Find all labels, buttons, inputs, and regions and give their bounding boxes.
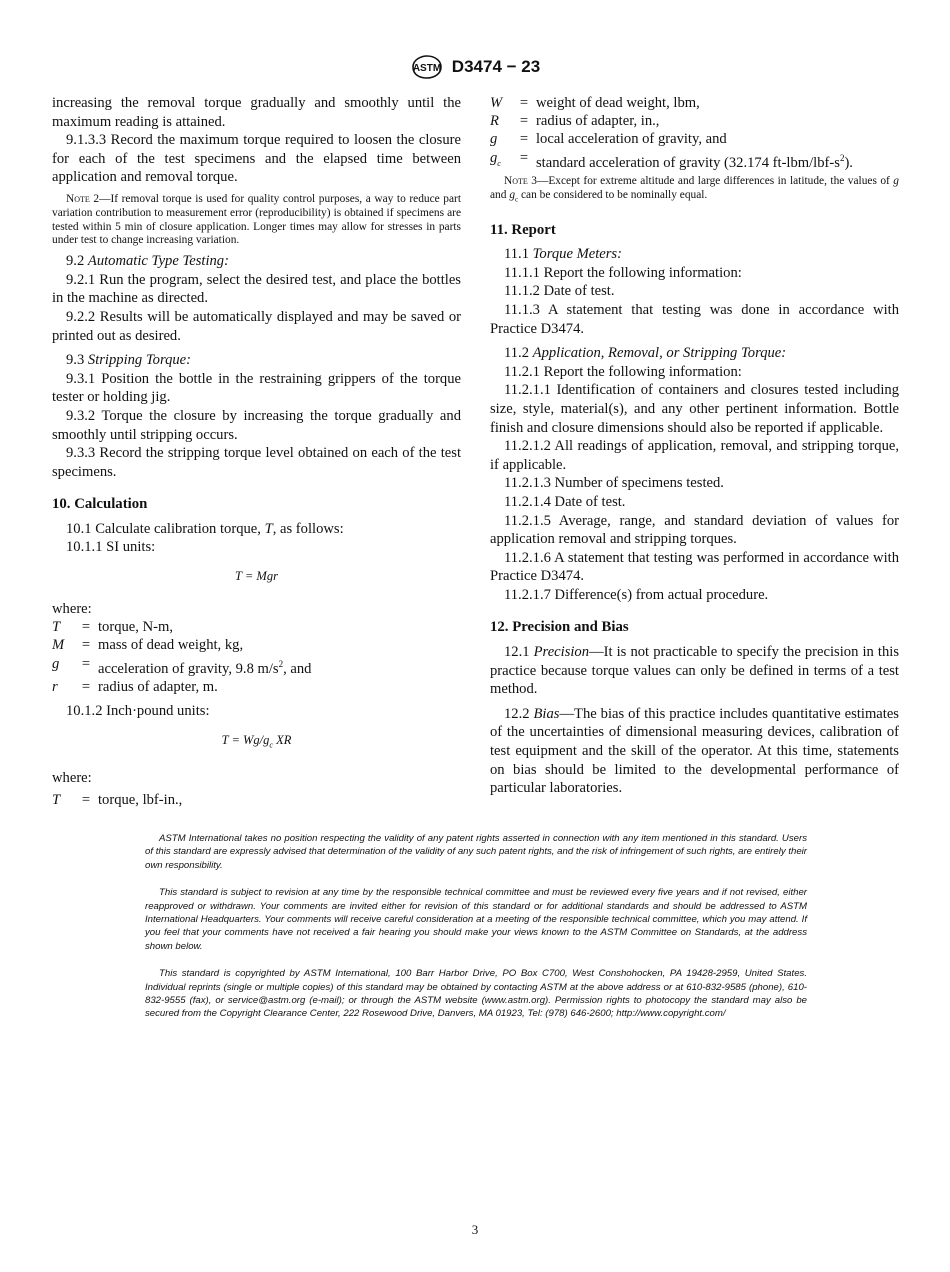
footer-revision-notice: This standard is subject to revision at any time by the responsible technical committee and must be reviewed every five years and if not revised, either reapproved or withdrawn. Your comments are invited either for revision of this standard or for additional standards and should be addressed to ASTM International Headquarters. Your comments will receive careful consideration at a meeting of the responsible technical committee, which you may attend. If you feel that your comments have not received a fair hearing you should make your views known to the ASTM Committee on Standards, at the address shown below.	[145, 887, 807, 952]
heading-report: 11. Report	[490, 221, 556, 238]
paragraph-10-1-2: 10.1.2 Inch·pound units:	[66, 702, 210, 719]
where-label: where:	[52, 769, 92, 786]
paragraph-9-2-2: 9.2.2 Results will be automatically displayed and may be saved or printed out as desired.	[52, 308, 461, 344]
document-code: D3474 − 23	[451, 57, 541, 76]
variable-row: W = weight of dead weight, lbm,	[490, 95, 700, 111]
note-2: Note 2—If removal torque is used for quality control purposes, a way to reduce part variation contribution to measurement error (reproducibility) is obtained if specimens are tested within 5 min of closure application. Longer times may allow for stresses in parts under test to change increasing variation.	[52, 192, 461, 247]
variable-row: T = torque, lbf-in.,	[52, 792, 183, 809]
paragraph-11-2-1-2: 11.2.1.2 All readings of application, removal, and stripping torque, if applicable.	[490, 438, 899, 473]
heading-precision-bias: 12. Precision and Bias	[490, 619, 629, 636]
paragraph-11-2-1-5: 11.2.1.5 Average, range, and standard deviation of values for application removal and stripping torques.	[490, 512, 899, 548]
section-9-3: 9.3 Stripping Torque:	[66, 352, 192, 369]
astm-logo-icon	[410, 55, 444, 79]
paragraph-10-1: 10.1 Calculate calibration torque, T, as follows:	[66, 520, 344, 537]
paragraph-11-1-3: 11.1.3 A statement that testing was done in accordance with Practice D3474.	[490, 301, 899, 337]
where-label: where:	[52, 600, 92, 617]
page-header	[0, 55, 950, 83]
si-variable-list	[52, 618, 311, 696]
variable-row: M = mass of dead weight, kg,	[52, 637, 244, 654]
paragraph-10-1-1: 10.1.1 SI units:	[66, 539, 156, 556]
paragraph-9-1-3-3: 9.1.3.3 Record the maximum torque required to loosen the closure for each of the test specimens and the elapsed time between application and removal torque.	[52, 132, 461, 186]
paragraph-11-2-1-3: 11.2.1.3 Number of specimens tested.	[504, 475, 724, 492]
heading-calculation: 10. Calculation	[52, 496, 148, 513]
footer-notices	[145, 832, 807, 1035]
paragraph-9-2-1: 9.2.1 Run the program, select the desired test, and place the bottles in the machine as directed.	[52, 271, 461, 307]
section-11-2: 11.2 Application, Removal, or Stripping Torque:	[504, 345, 787, 362]
variable-row: r = radius of adapter, m.	[52, 678, 218, 695]
variable-row: T = torque, N-m,	[52, 619, 173, 636]
paragraph-11-2-1-4: 11.2.1.4 Date of test.	[504, 493, 626, 510]
page-number: 3	[471, 1222, 479, 1237]
variable-row: $g_c$ = standard acceleration of gravity (32.174 $ft-lbm/lbf-s^2$).	[490, 149, 853, 171]
right-column	[490, 94, 899, 798]
inch-pound-variable-list-cont	[490, 94, 853, 173]
variable-row: R = radius of adapter, in.,	[490, 113, 660, 130]
footer-patent-notice: ASTM International takes no position respecting the validity of any patent rights asserted in connection with any item mentioned in this standard. Users of this standard are expressly advised that determination of the validity of any such patent rights, and the risk of infringement of such rights, are entirely their own responsibility.	[145, 833, 807, 871]
equation-inch-pound: $T = Wg/g_c$ XR	[221, 732, 292, 750]
paragraph-11-2-1-1: 11.2.1.1 Identification of containers and closures tested including size, style, material(s), and any other pertinent information. Bottle finish and closure dimensions should also be reported if applicable.	[490, 382, 899, 436]
paragraph: increasing the removal torque gradually and smoothly until the maximum reading is attained.	[52, 95, 461, 130]
section-12-2: 12.2 Bias—The bias of this practice includes quantitative estimates of the uncertainties of dimensional measuring devices, calibration of test equipment and the skill of the operator. At this time, statements on bias should be limited to the developmental performance of particular laboratories.	[490, 705, 899, 797]
inch-pound-variable-list	[52, 791, 182, 809]
note-3: Note 3—Except for extreme altitude and large differences in latitude, the values of g and $g_c$ can be considered to be nominally equal.	[490, 174, 899, 203]
left-column	[52, 94, 461, 809]
footer-copyright-notice: This standard is copyrighted by ASTM International, 100 Barr Harbor Drive, PO Box C700, West Conshohocken, PA 19428-2959, United States. Individual reprints (single or multiple copies) of this standard may be obtained by contacting ASTM at the above address or at 610-832-9585 (phone), 610-832-9555 (fax), or service@astm.org (e-mail); or through the ASTM website (www.astm.org). Permission rights to photocopy the standard may also be secured from the Copyright Clearance Center, 222 Rosewood Drive, Danvers, MA 01923, Tel: (978) 646-2600; http://www.copyright.com/	[145, 968, 807, 1020]
paragraph-9-3-3: 9.3.3 Record the stripping torque level obtained on each of the test specimens.	[52, 445, 461, 480]
paragraph-11-2-1-7: 11.2.1.7 Difference(s) from actual procedure.	[504, 586, 769, 603]
variable-row: g = local acceleration of gravity, and	[490, 131, 727, 148]
variable-row: g = acceleration of gravity, 9.8 $m/s^2$, and	[52, 655, 312, 677]
section-11-1: 11.1 Torque Meters:	[504, 246, 622, 263]
paragraph-11-1-2: 11.1.2 Date of test.	[504, 283, 615, 300]
paragraph-11-1-1: 11.1.1 Report the following information:	[504, 264, 742, 281]
section-12-1: 12.1 Precision—It is not practicable to specify the precision in this practice because torque values can only be defined in terms of a test method.	[490, 644, 899, 698]
paragraph-11-2-1-6: 11.2.1.6 A statement that testing was performed in accordance with Practice D3474.	[490, 549, 899, 585]
equation-si: T = Mgr	[235, 569, 278, 584]
paragraph-11-2-1: 11.2.1 Report the following information:	[504, 363, 742, 380]
section-9-2: 9.2 Automatic Type Testing:	[66, 253, 229, 270]
paragraph-9-3-2: 9.3.2 Torque the closure by increasing the torque gradually and smoothly until stripping occurs.	[52, 407, 461, 443]
paragraph-9-3-1: 9.3.1 Position the bottle in the restraining grippers of the torque tester or holding jig.	[52, 370, 461, 406]
svg-text:ASTM: ASTM	[412, 63, 441, 74]
